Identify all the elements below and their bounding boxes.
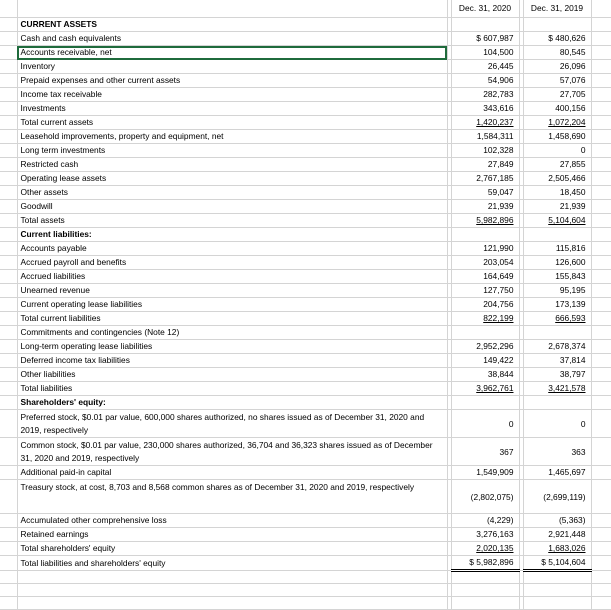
value-2020[interactable]: 0 [451,410,519,438]
value-2019[interactable] [523,396,591,410]
value-2019[interactable]: 18,450 [523,186,591,200]
blank-cell[interactable] [591,18,611,32]
blank-cell[interactable] [0,528,17,542]
blank-cell[interactable] [0,228,17,242]
blank-cell[interactable] [0,214,17,228]
blank-cell[interactable] [591,571,611,584]
blank-cell[interactable] [0,242,17,256]
value-2020[interactable]: 27,849 [451,158,519,172]
blank-cell[interactable] [591,298,611,312]
table-row [0,514,611,528]
value-2019[interactable]: 1,683,026 [523,542,591,556]
table-row [0,228,611,242]
blank-cell[interactable] [0,284,17,298]
blank-cell[interactable] [17,0,447,18]
blank-cell[interactable] [0,368,17,382]
blank-cell[interactable] [0,312,17,326]
row-label[interactable]: Operating lease assets [17,172,447,186]
blank-cell[interactable] [591,340,611,354]
value-2019[interactable]: 38,797 [523,368,591,382]
blank-cell[interactable] [0,542,17,556]
value-2019[interactable]: $ 5,104,604 [523,556,591,571]
value-2020[interactable]: 127,750 [451,284,519,298]
row-label[interactable]: Investments [17,102,447,116]
row-label[interactable]: Deferred income tax liabilities [17,354,447,368]
table-row [0,528,611,542]
value-2019[interactable]: (2,699,119) [523,480,591,514]
table-row [0,354,611,368]
blank-cell[interactable] [0,298,17,312]
table-row [0,340,611,354]
value-2019[interactable]: 1,458,690 [523,130,591,144]
value-2020[interactable]: 3,962,761 [451,382,519,396]
value-2020[interactable] [451,326,519,340]
blank-cell[interactable] [0,514,17,528]
blank-cell[interactable] [0,326,17,340]
value-2019[interactable]: 80,545 [523,46,591,60]
blank-cell[interactable] [0,32,17,46]
table-row [0,556,611,571]
blank-cell[interactable] [0,340,17,354]
blank-cell[interactable] [0,18,17,32]
table-row [0,32,611,46]
row-label[interactable]: Prepaid expenses and other current assets [17,74,447,88]
blank-cell[interactable] [0,410,17,438]
row-label[interactable]: Additional paid-in capital [17,466,447,480]
blank-cell[interactable] [591,214,611,228]
table-row [0,438,611,466]
blank-cell[interactable] [451,597,519,610]
blank-cell[interactable] [0,354,17,368]
value-2020[interactable]: 203,054 [451,256,519,270]
blank-cell[interactable] [0,74,17,88]
blank-cell[interactable] [0,130,17,144]
blank-cell[interactable] [591,242,611,256]
blank-cell[interactable] [591,60,611,74]
blank-cell[interactable] [0,396,17,410]
row-label[interactable]: Total current assets [17,116,447,130]
value-2020[interactable]: 282,783 [451,88,519,102]
blank-cell[interactable] [591,368,611,382]
value-2019[interactable]: 666,593 [523,312,591,326]
value-2020[interactable]: (2,802,075) [451,480,519,514]
row-label[interactable]: Common stock, $0.01 par value, 230,000 shares authorized, 36,704 and 36,323 shares issued as of December 31, 2020 and 2019, respectively [17,438,447,466]
blank-cell[interactable] [591,597,611,610]
value-2020[interactable]: 2,020,135 [451,542,519,556]
table-row [0,382,611,396]
value-2019[interactable]: 0 [523,410,591,438]
row-label[interactable]: Long-term operating lease liabilities [17,340,447,354]
blank-cell[interactable] [0,480,17,514]
value-2019[interactable]: 37,814 [523,354,591,368]
blank-cell[interactable] [0,60,17,74]
value-2019[interactable]: 2,678,374 [523,340,591,354]
row-label[interactable]: Total liabilities and shareholders' equity [17,556,447,571]
blank-cell[interactable] [591,270,611,284]
table-row [0,480,611,514]
value-2020[interactable]: (4,229) [451,514,519,528]
blank-cell[interactable] [591,410,611,438]
value-2019[interactable]: 27,855 [523,158,591,172]
value-2019[interactable]: 400,156 [523,102,591,116]
blank-cell[interactable] [591,200,611,214]
row-label[interactable]: Retained earnings [17,528,447,542]
row-label[interactable]: Total assets [17,214,447,228]
table-row [0,88,611,102]
blank-cell[interactable] [591,228,611,242]
row-label[interactable]: Accrued payroll and benefits [17,256,447,270]
row-label[interactable]: Treasury stock, at cost, 8,703 and 8,568 common shares as of December 31, 2020 and 2019, respectively [17,480,447,514]
table-row [0,46,611,60]
blank-cell[interactable] [591,528,611,542]
blank-cell[interactable] [523,571,591,584]
row-label[interactable]: Accounts receivable, net [17,46,447,60]
value-2020[interactable]: 104,500 [451,46,519,60]
table-row [0,172,611,186]
value-2019[interactable]: $ 480,626 [523,32,591,46]
value-2019[interactable]: 363 [523,438,591,466]
header-dec-2020[interactable]: Dec. 31, 2020 [451,0,519,18]
row-label[interactable]: Commitments and contingencies (Note 12) [17,326,447,340]
blank-cell[interactable] [17,597,447,610]
row-label[interactable]: Restricted cash [17,158,447,172]
value-2019[interactable]: 0 [523,144,591,158]
blank-cell[interactable] [0,438,17,466]
value-2020[interactable]: 26,445 [451,60,519,74]
blank-cell[interactable] [591,116,611,130]
blank-cell[interactable] [0,88,17,102]
value-2019[interactable]: 27,705 [523,88,591,102]
row-label[interactable]: CURRENT ASSETS [17,18,447,32]
blank-cell[interactable] [591,354,611,368]
value-2020[interactable] [451,396,519,410]
blank-cell[interactable] [591,74,611,88]
empty-row [0,584,611,597]
table-row [0,284,611,298]
value-2020[interactable]: 149,422 [451,354,519,368]
row-label[interactable]: Income tax receivable [17,88,447,102]
row-label[interactable]: Total liabilities [17,382,447,396]
blank-cell[interactable] [0,556,17,571]
row-label[interactable]: Accounts payable [17,242,447,256]
blank-cell[interactable] [591,396,611,410]
blank-cell[interactable] [591,480,611,514]
blank-cell[interactable] [591,284,611,298]
table-row [0,542,611,556]
row-label[interactable]: Accrued liabilities [17,270,447,284]
value-2019[interactable]: 155,843 [523,270,591,284]
blank-cell[interactable] [591,172,611,186]
header-row [0,0,611,18]
blank-cell[interactable] [0,46,17,60]
value-2020[interactable]: 3,276,163 [451,528,519,542]
table-row [0,158,611,172]
blank-cell[interactable] [0,186,17,200]
value-2019[interactable]: 1,465,697 [523,466,591,480]
blank-cell[interactable] [0,466,17,480]
row-label[interactable]: Cash and cash equivalents [17,32,447,46]
blank-cell[interactable] [591,514,611,528]
row-label[interactable]: Inventory [17,60,447,74]
row-label[interactable]: Other assets [17,186,447,200]
value-2020[interactable]: $ 607,987 [451,32,519,46]
blank-cell[interactable] [0,144,17,158]
blank-cell[interactable] [591,130,611,144]
value-2019[interactable]: 126,600 [523,256,591,270]
value-2019[interactable] [523,228,591,242]
blank-cell[interactable] [0,200,17,214]
blank-cell[interactable] [591,46,611,60]
row-label[interactable]: Long term investments [17,144,447,158]
value-2020[interactable]: 59,047 [451,186,519,200]
blank-cell[interactable] [0,597,17,610]
blank-cell[interactable] [0,0,17,18]
table-row [0,186,611,200]
table-row [0,242,611,256]
row-label[interactable]: Total shareholders' equity [17,542,447,556]
blank-cell[interactable] [591,32,611,46]
blank-cell[interactable] [523,584,591,597]
table-row [0,130,611,144]
table-row [0,368,611,382]
blank-cell[interactable] [0,172,17,186]
value-2019[interactable]: 21,939 [523,200,591,214]
table-row [0,312,611,326]
value-2019[interactable]: 95,195 [523,284,591,298]
value-2020[interactable]: 367 [451,438,519,466]
blank-cell[interactable] [591,466,611,480]
table-row [0,298,611,312]
blank-cell[interactable] [591,312,611,326]
value-2020[interactable]: 21,939 [451,200,519,214]
table-row [0,116,611,130]
table-row [0,74,611,88]
blank-cell[interactable] [0,158,17,172]
blank-cell[interactable] [591,556,611,571]
value-2020[interactable]: 2,952,296 [451,340,519,354]
value-2020[interactable]: 102,328 [451,144,519,158]
value-2020[interactable] [451,18,519,32]
blank-cell[interactable] [591,158,611,172]
blank-cell[interactable] [591,584,611,597]
value-2020[interactable]: 1,420,237 [451,116,519,130]
blank-cell[interactable] [0,102,17,116]
blank-cell[interactable] [591,102,611,116]
blank-cell[interactable] [0,382,17,396]
table-row [0,396,611,410]
value-2020[interactable]: 5,982,896 [451,214,519,228]
empty-row [0,597,611,610]
value-2019[interactable]: 2,921,448 [523,528,591,542]
blank-cell[interactable] [0,256,17,270]
blank-cell[interactable] [0,571,17,584]
value-2020[interactable]: 121,990 [451,242,519,256]
row-label[interactable]: Accumulated other comprehensive loss [17,514,447,528]
blank-cell[interactable] [591,542,611,556]
value-2020[interactable]: 38,844 [451,368,519,382]
blank-cell[interactable] [451,571,519,584]
blank-cell[interactable] [523,597,591,610]
blank-cell[interactable] [591,382,611,396]
value-2019[interactable]: 5,104,604 [523,214,591,228]
row-label[interactable]: Preferred stock, $0.01 par value, 600,000 shares authorized, no shares issued as of December 31, 2020 and 2019, respectively [17,410,447,438]
blank-cell[interactable] [591,0,611,18]
blank-cell[interactable] [451,584,519,597]
blank-cell[interactable] [0,116,17,130]
value-2020[interactable]: 204,756 [451,298,519,312]
blank-cell[interactable] [591,326,611,340]
table-row [0,270,611,284]
table-row [0,102,611,116]
value-2019[interactable]: 57,076 [523,74,591,88]
table-row [0,214,611,228]
table-row [0,256,611,270]
table-row [0,466,611,480]
row-label[interactable]: Current operating lease liabilities [17,298,447,312]
row-label[interactable]: Unearned revenue [17,284,447,298]
row-label[interactable]: Total current liabilities [17,312,447,326]
value-2020[interactable] [451,228,519,242]
table-row [0,18,611,32]
value-2019[interactable] [523,18,591,32]
row-label[interactable]: Leasehold improvements, property and equipment, net [17,130,447,144]
value-2020[interactable]: 1,549,909 [451,466,519,480]
value-2019[interactable]: 3,421,578 [523,382,591,396]
blank-cell[interactable] [0,584,17,597]
table-row [0,326,611,340]
value-2020[interactable]: 1,584,311 [451,130,519,144]
row-label[interactable]: Other liabilities [17,368,447,382]
value-2019[interactable]: 173,139 [523,298,591,312]
header-dec-2019[interactable]: Dec. 31, 2019 [523,0,591,18]
row-label[interactable]: Current liabilities: [17,228,447,242]
value-2020[interactable]: 822,199 [451,312,519,326]
empty-row [0,571,611,584]
blank-cell[interactable] [591,256,611,270]
value-2019[interactable]: 1,072,204 [523,116,591,130]
table-row [0,200,611,214]
blank-cell[interactable] [591,186,611,200]
value-2019[interactable]: 2,505,466 [523,172,591,186]
table-row [0,410,611,438]
value-2019[interactable]: (5,363) [523,514,591,528]
value-2020[interactable]: 54,906 [451,74,519,88]
row-label[interactable]: Goodwill [17,200,447,214]
blank-cell[interactable] [591,88,611,102]
value-2019[interactable] [523,326,591,340]
table-row [0,60,611,74]
value-2020[interactable]: $ 5,982,896 [451,556,519,571]
table-row [0,144,611,158]
row-label[interactable]: Shareholders' equity: [17,396,447,410]
blank-cell[interactable] [0,270,17,284]
value-2019[interactable]: 115,816 [523,242,591,256]
blank-cell[interactable] [591,144,611,158]
blank-cell[interactable] [17,571,447,584]
value-2019[interactable]: 26,096 [523,60,591,74]
blank-cell[interactable] [591,438,611,466]
value-2020[interactable]: 164,649 [451,270,519,284]
blank-cell[interactable] [17,584,447,597]
value-2020[interactable]: 343,616 [451,102,519,116]
value-2020[interactable]: 2,767,185 [451,172,519,186]
